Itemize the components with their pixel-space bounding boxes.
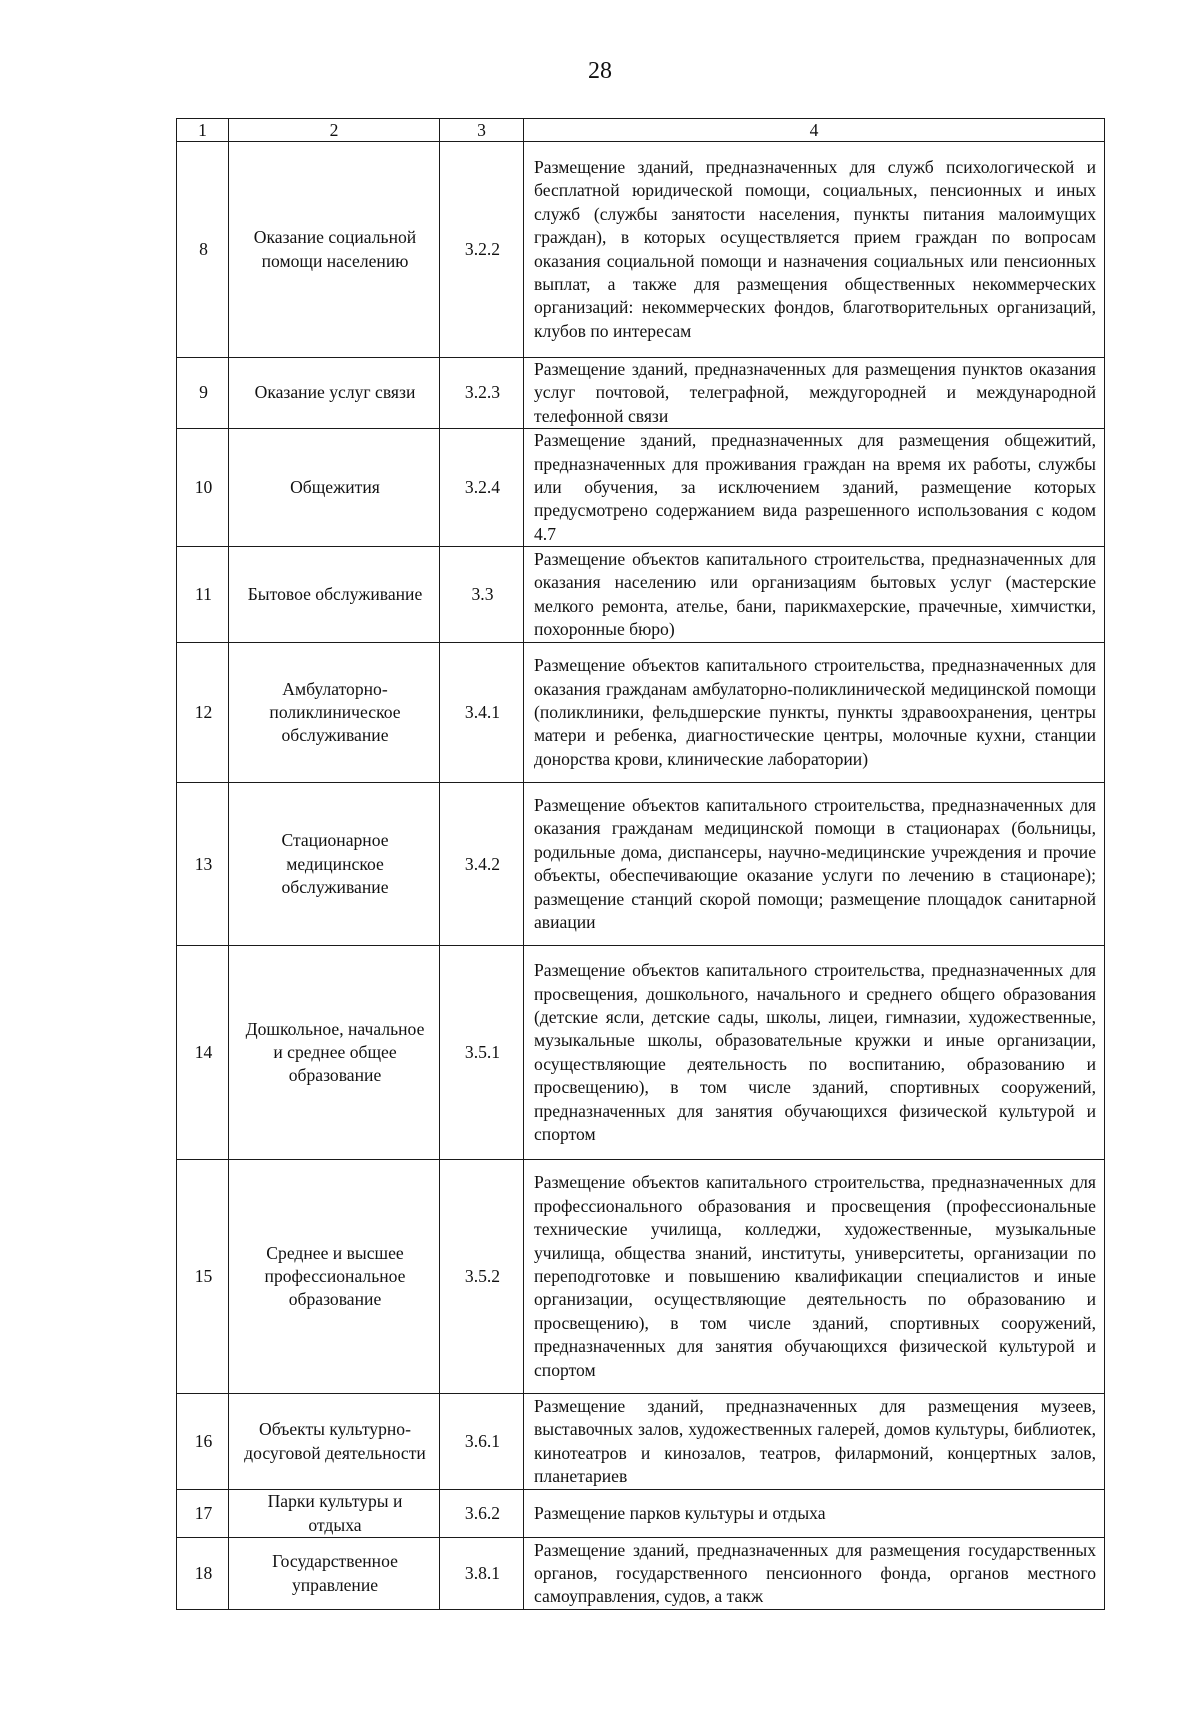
use-type-description: Размещение парков культуры и отдыха xyxy=(524,1490,1105,1538)
use-type-description: Размещение объектов капитального строительства, предназначенных для профессионального образования и просвещения (профессиональные технические училища, колледжи, художественные, музыкальные училища, общества знаний, институты, университеты, организации по переподготовке и повышению квалификации специалистов и иные организации, осуществляющие деятельность по образованию и просвещению), в том числе зданий, спортивных сооружений, предназначенных для занятия обучающихся физической культурой и спортом xyxy=(524,1160,1105,1394)
use-type-name: Государственное управление xyxy=(229,1538,440,1610)
row-number: 9 xyxy=(177,358,229,429)
use-type-code: 3.3 xyxy=(440,547,524,643)
row-number: 15 xyxy=(177,1160,229,1394)
page-number: 28 xyxy=(588,58,612,84)
use-type-name: Оказание услуг связи xyxy=(229,358,440,429)
use-type-description: Размещение объектов капитального строительства, предназначенных для оказания гражданам медицинской помощи в стационарах (больницы, родильные дома, диспансеры, научно-медицинские учреждения и прочие объекты, обеспечивающие оказание услуги по лечению в стационаре); размещение станций скорой помощи; размещение площадок санитарной авиации xyxy=(524,783,1105,946)
use-type-code: 3.2.2 xyxy=(440,142,524,358)
use-type-code: 3.2.3 xyxy=(440,358,524,429)
use-type-code: 3.6.2 xyxy=(440,1490,524,1538)
use-type-description: Размещение зданий, предназначенных для размещения общежитий, предназначенных для проживания граждан на время их работы, службы или обучения, за исключением зданий, размещение которых предусмотрено содержанием вида разрешенного использования с кодом 4.7 xyxy=(524,429,1105,547)
row-number: 18 xyxy=(177,1538,229,1610)
use-type-code: 3.5.1 xyxy=(440,946,524,1160)
use-type-name: Оказание социальной помощи населению xyxy=(229,142,440,358)
use-type-code: 3.4.1 xyxy=(440,643,524,783)
row-number: 8 xyxy=(177,142,229,358)
table-row xyxy=(177,547,1105,643)
use-type-description: Размещение зданий, предназначенных для служб психологической и бесплатной юридической помощи, социальных, пенсионных и иных служб (службы занятости населения, пункты питания малоимущих граждан), в которых осуществляется прием граждан по вопросам оказания социальной помощи и назначения социальных или пенсионных выплат, а также для размещения общественных некоммерческих организаций: некоммерческих фондов, благотворительных организаций, клубов по интересам xyxy=(524,142,1105,358)
table-row xyxy=(177,1490,1105,1538)
table-row xyxy=(177,1538,1105,1610)
row-number: 17 xyxy=(177,1490,229,1538)
table-header-row xyxy=(177,119,1105,142)
row-number: 14 xyxy=(177,946,229,1160)
row-number: 12 xyxy=(177,643,229,783)
column-header-description: 4 xyxy=(524,119,1105,142)
use-type-name: Стационарное медицинское обслуживание xyxy=(229,783,440,946)
use-type-name: Объекты культурно-досуговой деятельности xyxy=(229,1394,440,1490)
table-row xyxy=(177,142,1105,358)
row-number: 11 xyxy=(177,547,229,643)
row-number: 13 xyxy=(177,783,229,946)
use-type-code: 3.8.1 xyxy=(440,1538,524,1610)
use-type-description: Размещение объектов капитального строительства, предназначенных для оказания населению или организациям бытовых услуг (мастерские мелкого ремонта, ателье, бани, парикмахерские, прачечные, химчистки, похоронные бюро) xyxy=(524,547,1105,643)
land-use-table xyxy=(176,118,1105,1610)
table-row xyxy=(177,783,1105,946)
use-type-description: Размещение зданий, предназначенных для размещения государственных органов, государственного пенсионного фонда, органов местного самоуправления, судов, а такж xyxy=(524,1538,1105,1610)
use-type-description: Размещение объектов капитального строительства, предназначенных для оказания гражданам амбулаторно-поликлинической медицинской помощи (поликлиники, фельдшерские пункты, пункты здравоохранения, центры матери и ребенка, диагностические центры, молочные кухни, станции донорства крови, клинические лаборатории) xyxy=(524,643,1105,783)
column-header-code: 3 xyxy=(440,119,524,142)
table-row xyxy=(177,643,1105,783)
row-number: 10 xyxy=(177,429,229,547)
use-type-description: Размещение объектов капитального строительства, предназначенных для просвещения, дошкольного, начального и среднего общего образования (детские ясли, детские сады, школы, лицеи, гимназии, художественные, музыкальные школы, образовательные кружки и иные организации, осуществляющие деятельность по воспитанию, образованию и просвещению), в том числе зданий, спортивных сооружений, предназначенных для занятия обучающихся физической культурой и спортом xyxy=(524,946,1105,1160)
use-type-code: 3.5.2 xyxy=(440,1160,524,1394)
table-row xyxy=(177,429,1105,547)
use-type-name: Амбулаторно-поликлиническое обслуживание xyxy=(229,643,440,783)
use-type-name: Бытовое обслуживание xyxy=(229,547,440,643)
row-number: 16 xyxy=(177,1394,229,1490)
use-type-name: Дошкольное, начальное и среднее общее образование xyxy=(229,946,440,1160)
table-row xyxy=(177,1160,1105,1394)
use-type-code: 3.6.1 xyxy=(440,1394,524,1490)
use-type-code: 3.4.2 xyxy=(440,783,524,946)
column-header-name: 2 xyxy=(229,119,440,142)
use-type-code: 3.2.4 xyxy=(440,429,524,547)
column-header-number: 1 xyxy=(177,119,229,142)
use-type-description: Размещение зданий, предназначенных для размещения музеев, выставочных залов, художественных галерей, домов культуры, библиотек, кинотеатров и кинозалов, театров, филармоний, концертных залов, планетариев xyxy=(524,1394,1105,1490)
table-row xyxy=(177,1394,1105,1490)
use-type-name: Среднее и высшее профессиональное образование xyxy=(229,1160,440,1394)
table-row xyxy=(177,358,1105,429)
use-type-name: Общежития xyxy=(229,429,440,547)
use-type-description: Размещение зданий, предназначенных для размещения пунктов оказания услуг почтовой, телеграфной, междугородней и международной телефонной связи xyxy=(524,358,1105,429)
use-type-name: Парки культуры и отдыха xyxy=(229,1490,440,1538)
table-row xyxy=(177,946,1105,1160)
